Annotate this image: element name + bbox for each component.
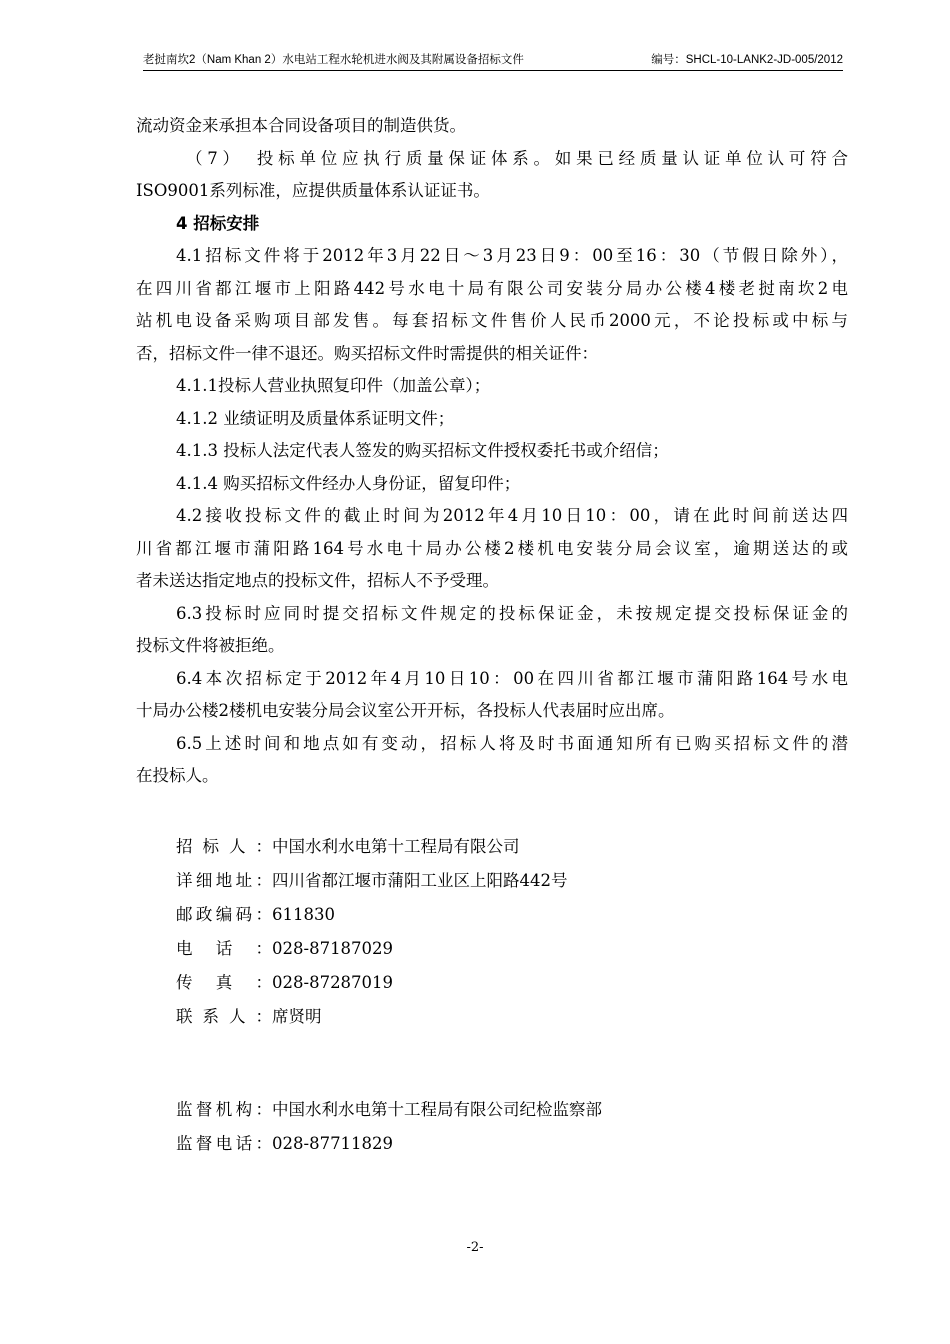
page-header	[143, 52, 843, 71]
contact-value: 028-87187029	[272, 939, 394, 958]
paragraph-line: 站机电设备采购项目部发售。每套招标文件售价人民币2000元，不论投标或中标与	[136, 311, 848, 330]
header-title: 老挝南坎2（Nam Khan 2）水电站工程水轮机进水阀及其附属设备招标文件	[143, 54, 524, 66]
list-item: 4.1.3 投标人法定代表人签发的购买招标文件授权委托书或介绍信；	[176, 441, 669, 460]
paragraph-line: 6.5上述时间和地点如有变动，招标人将及时书面通知所有已购买招标文件的潜	[176, 733, 848, 753]
paragraph-line: ISO9001系列标准，应提供质量体系认证证书。	[136, 181, 490, 200]
contact-person	[176, 1000, 776, 1034]
contact-postcode	[176, 898, 776, 932]
contact-label: 传真：	[176, 973, 272, 992]
contact-fax	[176, 966, 776, 1000]
contact-address	[176, 864, 776, 898]
paragraph-line: 投标文件将被拒绝。	[136, 636, 285, 655]
contact-value: 席贤明	[272, 1007, 322, 1026]
supervision-value: 中国水利水电第十工程局有限公司纪检监察部	[272, 1100, 602, 1119]
contact-label: 招标人：	[176, 837, 272, 856]
paragraph-line: 6.3投标时应同时提交招标文件规定的投标保证金，未按规定提交投标保证金的	[176, 603, 848, 623]
contact-label: 详细地址：	[176, 871, 272, 890]
paragraph-line: 流动资金来承担本合同设备项目的制造供货。	[136, 116, 466, 135]
supervision-value: 028-87711829	[272, 1134, 394, 1153]
supervision-label: 监督机构：	[176, 1100, 272, 1119]
contact-value: 四川省都江堰市蒲阳工业区上阳路442号	[272, 871, 568, 890]
document-body	[136, 110, 848, 793]
contact-label: 联系人：	[176, 1007, 272, 1026]
contact-phone	[176, 932, 776, 966]
paragraph-line: 否，招标文件一律不退还。购买招标文件时需提供的相关证件：	[136, 343, 598, 363]
contact-value: 028-87287019	[272, 973, 394, 992]
paragraph-line: 在四川省都江堰市上阳路442号水电十局有限公司安装分局办公楼4楼老挝南坎2电	[136, 278, 848, 298]
list-item: 4.1.4 购买招标文件经办人身份证，留复印件；	[176, 473, 521, 493]
paragraph-line: 者未送达指定地点的投标文件，招标人不予受理。	[136, 571, 499, 590]
header-doc-number: 编号：SHCL-10-LANK2-JD-005/2012	[651, 54, 843, 66]
contact-label: 邮政编码：	[176, 905, 272, 924]
contact-value: 中国水利水电第十工程局有限公司	[272, 837, 520, 856]
list-item: 4.1.1投标人营业执照复印件（加盖公章）；	[176, 376, 491, 395]
supervision-label: 监督电话：	[176, 1134, 272, 1153]
page-number: -2-	[466, 1240, 484, 1255]
contact-block	[176, 830, 776, 1034]
contact-tenderer	[176, 830, 776, 864]
contact-value: 611830	[272, 905, 335, 924]
paragraph-line: 在投标人。	[136, 766, 219, 785]
supervision-phone	[176, 1127, 776, 1161]
paragraph-line: 十局办公楼2楼机电安装分局会议室公开开标，各投标人代表届时应出席。	[136, 701, 675, 720]
paragraph-line: 6.4本次招标定于2012年4月10日10：00在四川省都江堰市蒲阳路164号水电	[176, 668, 848, 688]
paragraph-line: 川省都江堰市蒲阳路164号水电十局办公楼2楼机电安装分局会议室，逾期送达的或	[136, 538, 848, 558]
supervision-block	[176, 1093, 776, 1161]
paragraph-line: 4.2接收投标文件的截止时间为2012年4月10日10：00，请在此时间前送达四	[176, 506, 848, 525]
supervision-org	[176, 1093, 776, 1127]
section-title: 4 招标安排	[176, 213, 260, 233]
paragraph-line: 4.1招标文件将于2012年3月22日～3月23日9：00至16：30（节假日除外），	[176, 246, 848, 265]
list-item: 4.1.2 业绩证明及质量体系证明文件；	[176, 408, 455, 428]
contact-label: 电话：	[176, 939, 272, 958]
paragraph-line: （7） 投标单位应执行质量保证体系。如果已经质量认证单位认可符合	[186, 148, 848, 168]
